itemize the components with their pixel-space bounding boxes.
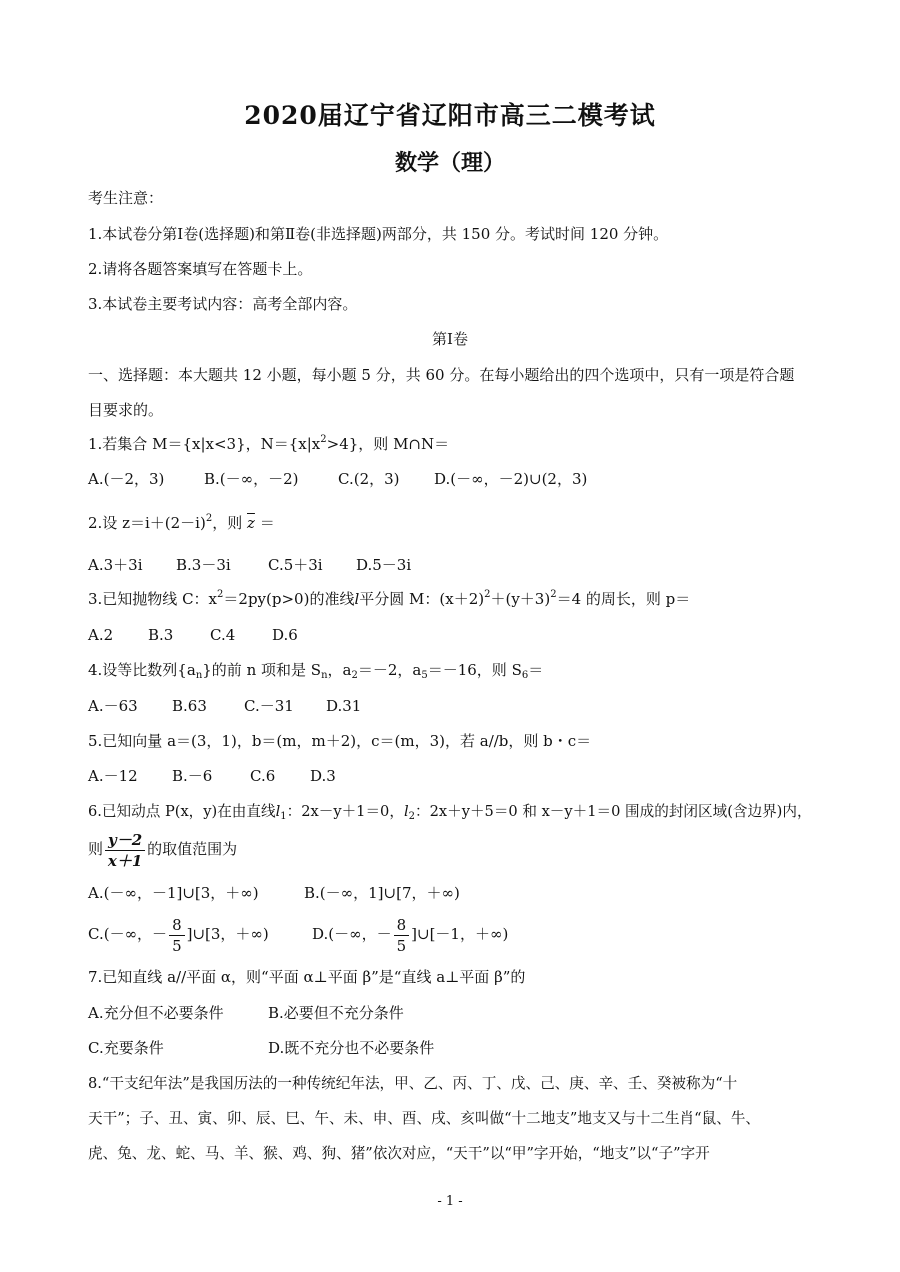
option-d: D.5－3i <box>356 556 412 574</box>
option-c: C.5＋3i <box>268 556 323 574</box>
option-d: D.(－∞，－ $\frac{8}{5}$ ]∪[－1，＋∞) <box>312 915 509 955</box>
notice-item: 2.请将各题答案填写在答题卡上。 <box>88 260 313 278</box>
question-2-stem: 2.设 $z=i+(2-i)^2$，则 $\overline{z}$ ＝ <box>88 513 275 532</box>
question-6-stem-2: 则 $\frac{y-2}{x+1}$ 的取值范围为 <box>88 830 238 870</box>
notice-item: 1.本试卷分第Ⅰ卷(选择题)和第Ⅱ卷(非选择题)两部分，共 150 分。考试时间 120 分钟。 <box>88 225 669 243</box>
option-b: B.(－∞，－2) <box>204 470 299 488</box>
question-5-options <box>88 766 840 786</box>
question-4-stem: 4.设等比数列$\{a_n\}$的前 n 项和是 $S_n$，$a_2=-2$，$a_5=-16$，则 $S_6=$ <box>88 661 544 681</box>
option-c: C.－31 <box>244 697 294 715</box>
question-8-line: 天干”；子、丑、寅、卯、辰、巳、午、未、申、酉、戌、亥叫做“十二地支”地支又与十二生肖“鼠、牛、 <box>88 1110 760 1127</box>
notice-heading: 考生注意： <box>88 189 164 207</box>
question-1-stem: 1.若集合 M＝{x|x<3}，$N=\{x|x^2>4\}$，则 M∩N＝ <box>88 434 450 453</box>
question-6-stem: 6.已知动点 P(x，y)在由直线$l_1$：2x－y＋1＝0，$l_2$：2x＋y＋5＝0 和 x－y＋1＝0 围成的封闭区域(含边界)内， <box>88 803 812 822</box>
option-c: C.6 <box>250 767 276 785</box>
exam-subtitle: 数学（理） <box>394 150 505 176</box>
fraction-expression: $\frac{y-2}{x+1}$ <box>105 830 145 871</box>
option-c: C.充要条件 <box>88 1039 164 1057</box>
question-3-stem: 3.已知抛物线 C：$x^2=2py(p>0)$的准线l平分圆 M：$(x+2)^2+(y+3)^2=4$ 的周长，则 p＝ <box>88 589 691 608</box>
option-b: B.3 <box>148 626 174 644</box>
question-8-line: 8.“干支纪年法”是我国历法的一种传统纪年法，甲、乙、丙、丁、戊、己、庚、辛、壬、癸被称为“十 <box>88 1075 738 1092</box>
option-b: B.(－∞，1]∪[7，＋∞) <box>304 884 460 902</box>
question-6-options-ab <box>88 883 840 903</box>
question-8-line: 虎、兔、龙、蛇、马、羊、猴、鸡、狗、猪”依次对应，“天干”以“甲”字开始，“地支”以“子”字开 <box>88 1145 710 1162</box>
option-d: D.既不充分也不必要条件 <box>268 1039 435 1057</box>
section-intro: 目要求的。 <box>88 401 164 419</box>
option-a: A.－12 <box>88 767 138 785</box>
page-number: - 1 - <box>437 1194 463 1209</box>
option-d: D.31 <box>326 697 362 715</box>
section-name: 第Ⅰ卷 <box>432 330 468 348</box>
question-3-options <box>88 625 840 645</box>
option-d: D.3 <box>310 767 336 785</box>
option-a: A.3＋3i <box>88 556 143 574</box>
option-b: B.3－3i <box>176 556 231 574</box>
option-c: C.4 <box>210 626 236 644</box>
option-b: B.必要但不充分条件 <box>268 1004 404 1022</box>
option-d: D.6 <box>272 626 298 644</box>
option-b: B.63 <box>172 697 207 715</box>
option-a: A.充分但不必要条件 <box>88 1004 224 1022</box>
option-d: D.(－∞，－2)∪(2，3) <box>434 470 588 488</box>
exam-title: 2020届辽宁省辽阳市高三二模考试 <box>244 101 656 130</box>
option-b: B.－6 <box>172 767 213 785</box>
option-c: C.(－∞，－ $\frac{8}{5}$ ]∪[3，＋∞) <box>88 915 269 955</box>
question-2-options <box>88 555 840 575</box>
question-6-options-cd <box>88 912 840 956</box>
option-a: A.－63 <box>88 697 138 715</box>
option-a: A.2 <box>88 626 114 644</box>
question-5-stem: 5.已知向量 a＝(3，1)，b＝(m，m＋2)，c＝(m，3)，若 a//b，则 b・c＝ <box>88 732 592 750</box>
question-7-options-cd <box>88 1038 840 1058</box>
question-1-options <box>88 469 840 489</box>
question-4-options <box>88 696 840 716</box>
option-a: A.(－2，3) <box>88 470 165 488</box>
option-c: C.(2，3) <box>338 470 400 488</box>
notice-item: 3.本试卷主要考试内容：高考全部内容。 <box>88 295 358 313</box>
option-a: A.(－∞，－1]∪[3，＋∞) <box>88 884 259 902</box>
question-7-stem: 7.已知直线 a//平面 α，则“平面 α⊥平面 β”是“直线 a⊥平面 β”的 <box>88 968 526 986</box>
question-7-options-ab <box>88 1003 840 1023</box>
section-intro: 一、选择题：本大题共 12 小题，每小题 5 分，共 60 分。在每小题给出的四个选项中，只有一项是符合题 <box>88 366 795 384</box>
